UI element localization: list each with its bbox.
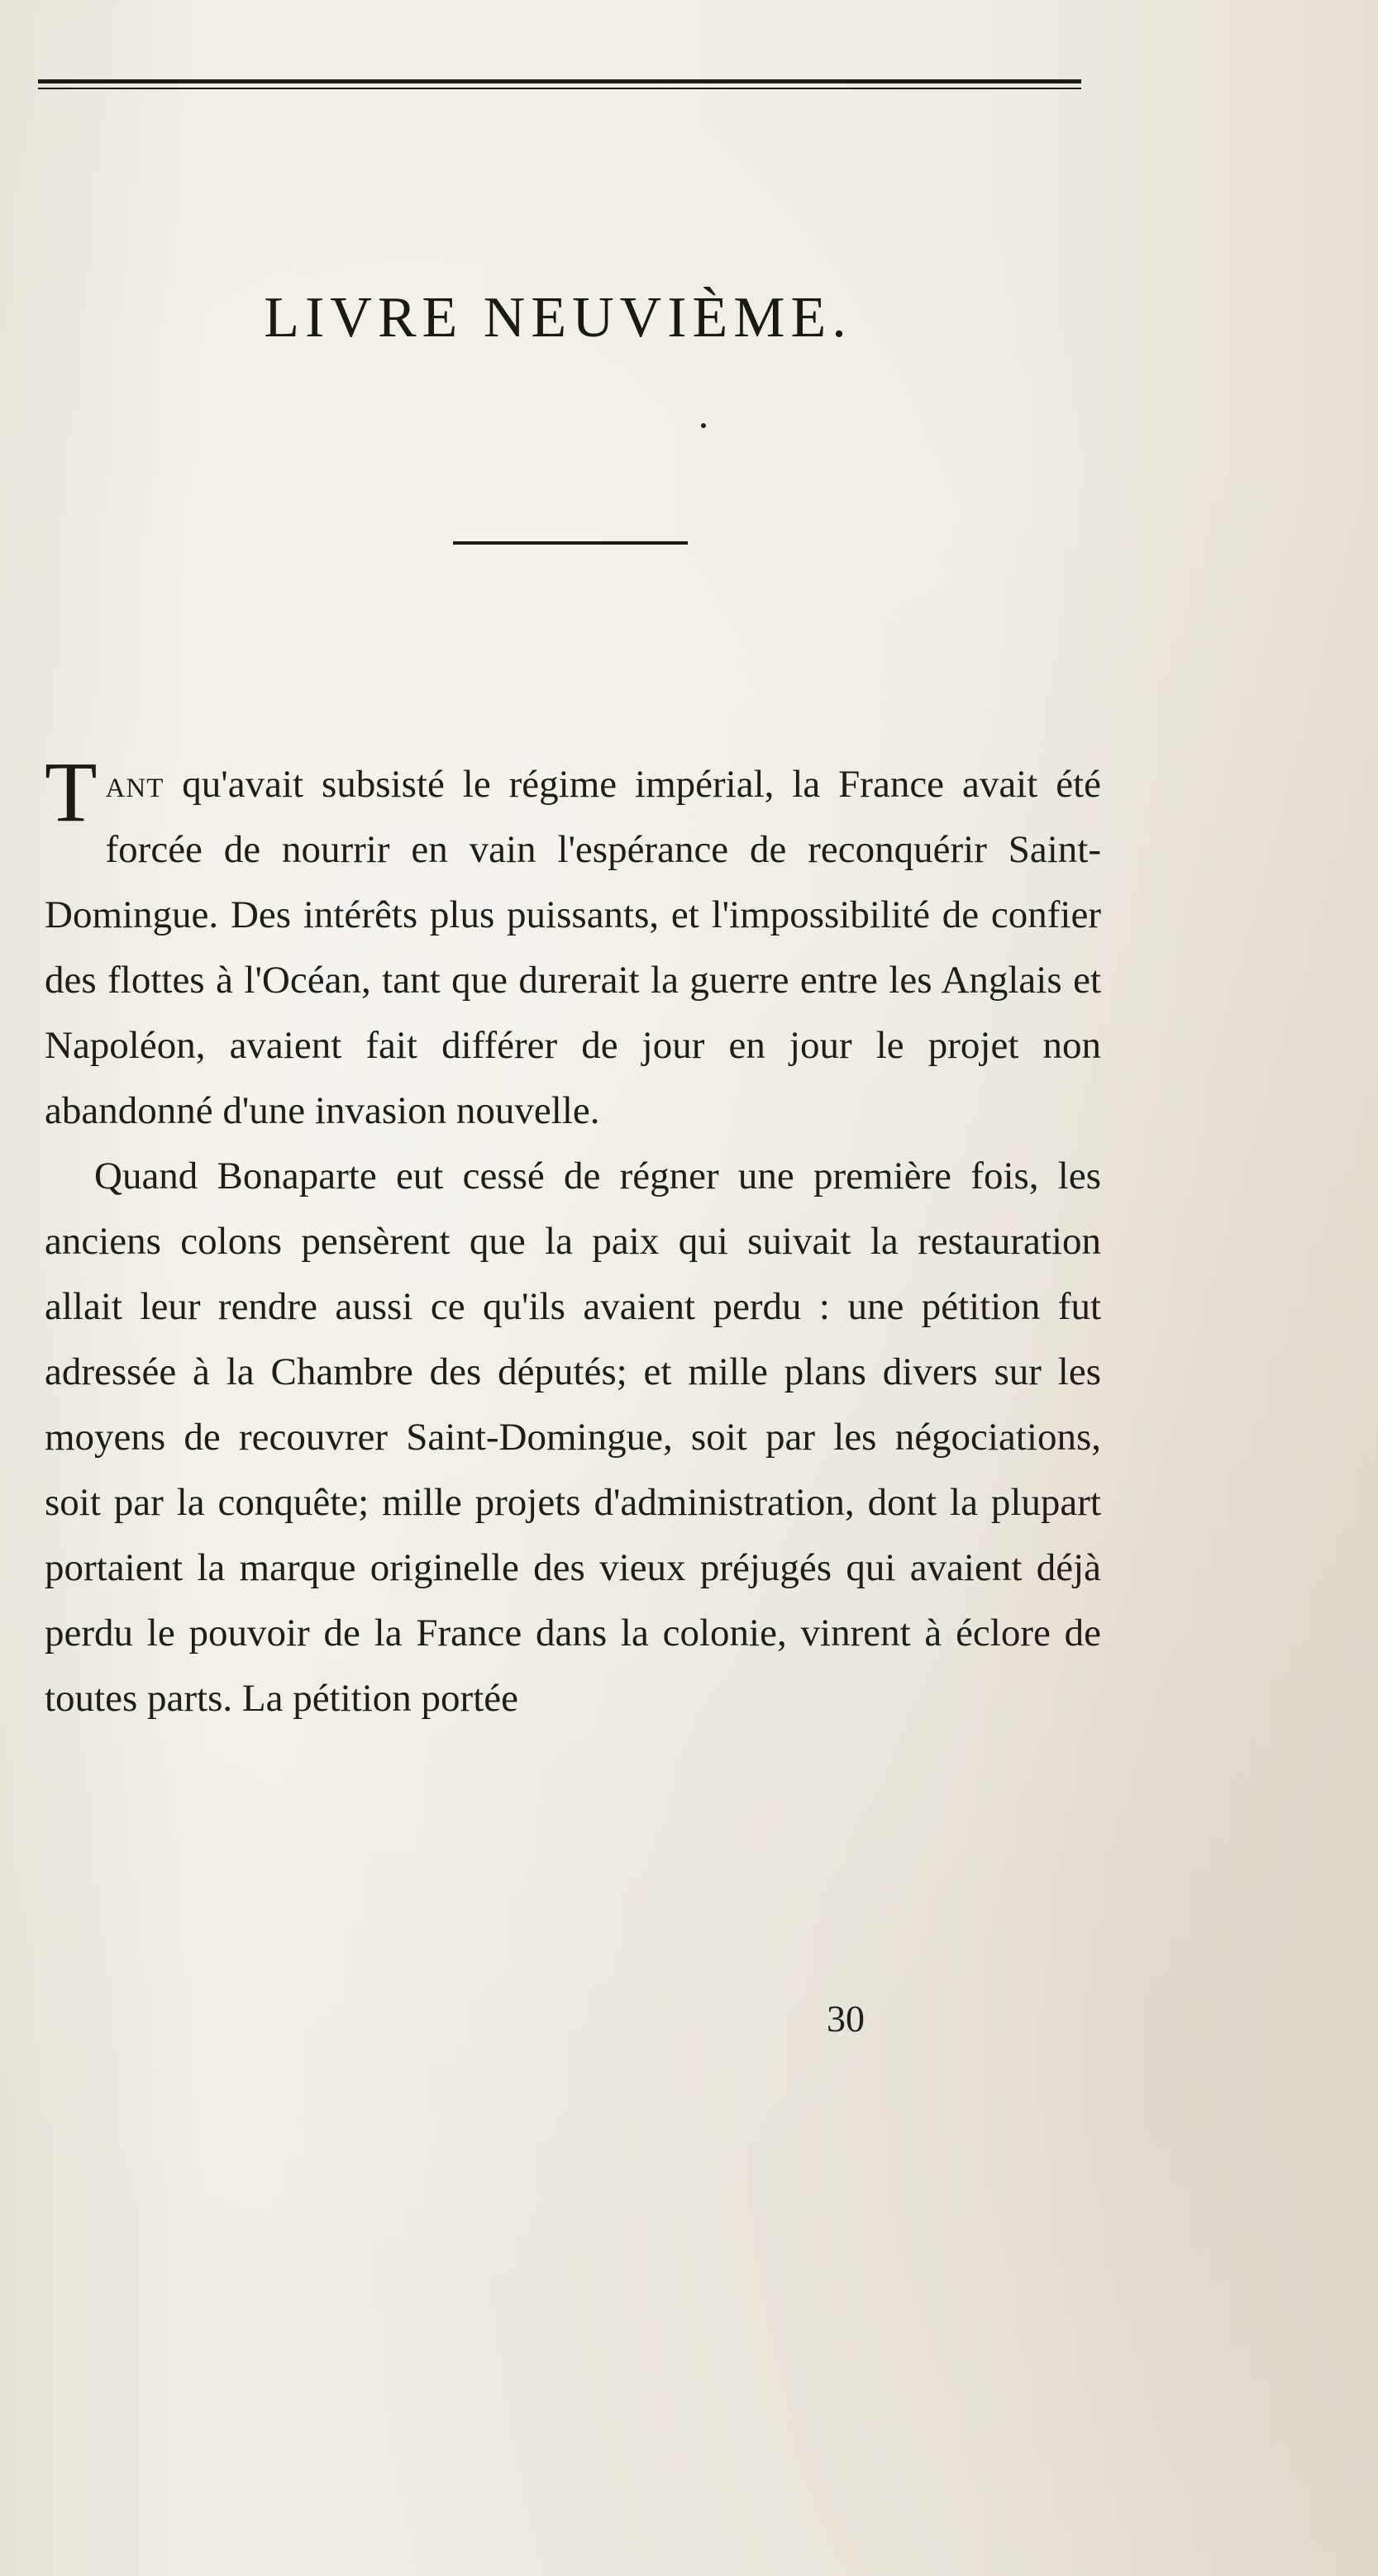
paragraph-2	[45, 1144, 1101, 1731]
chapter-separator-rule	[453, 541, 688, 545]
page-number: 30	[827, 1997, 865, 2040]
small-caps-lead: ant	[105, 763, 165, 806]
drop-cap: T	[45, 745, 98, 840]
header-rule-thick	[38, 79, 1081, 83]
paragraph-1	[45, 745, 1101, 1144]
paragraph-2-text: Quand Bonaparte eut cessé de régner une première fois, les anciens colons pensèrent que la paix qui suivait la restauration allait leur rendre aussi ce qu'ils avaient perdu : une pétition fut adressée à la Chambre des députés; et mille plans divers sur les moyens de recouvrer Saint-Domingue, soit par les négociations, soit par la conquête; mille projets d'administration, dont la plupart portaient la marque originelle des vieux préjugés qui avaient déjà perdu le pouvoir de la France dans la colonie, vinrent à éclore de toutes parts. La pétition portée	[45, 1155, 1101, 1720]
header-double-rule	[38, 79, 1081, 93]
header-rule-thin	[38, 88, 1081, 89]
paragraph-1-text: qu'avait subsisté le régime impérial, la France avait été forcée de nourrir en vain l'espérance de reconquérir Saint-Domingue. Des intérêts plus puissants, et l'impossibilité de confier des flottes à l'Océan, tant que durerait la guerre entre les Anglais et Napoléon, avaient fait différer de jour en jour le projet non abandonné d'une invasion nouvelle.	[45, 763, 1101, 1132]
chapter-title: LIVRE NEUVIÈME.	[264, 286, 852, 350]
body-text	[45, 745, 1101, 1731]
ornament-dot	[701, 423, 706, 428]
